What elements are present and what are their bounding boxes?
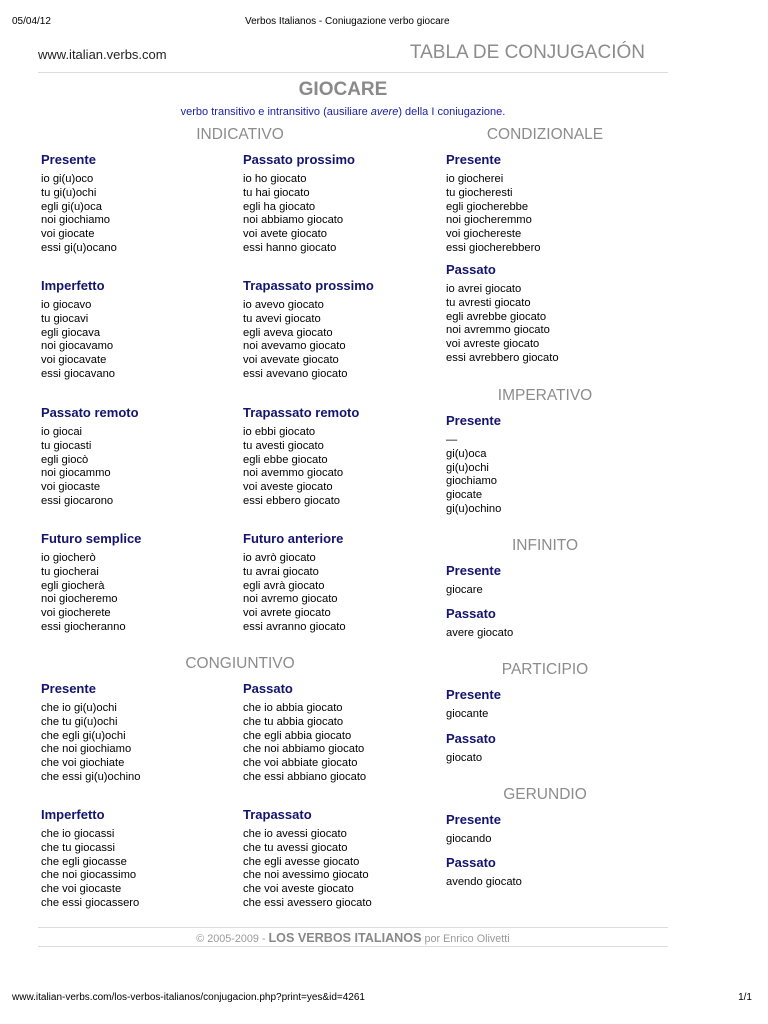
conjugation-list xyxy=(41,552,141,635)
conjugation-form: essi gi(u)ocano xyxy=(41,241,117,254)
conjugation-form: tu avresti giocato xyxy=(446,296,531,309)
conjugation-form: essi giocheranno xyxy=(41,620,126,633)
page-heading: TABLA DE CONJUGACIÓN xyxy=(409,42,645,63)
mood-heading-congiuntivo: CONGIUNTIVO xyxy=(185,655,295,672)
tense-infinito-passato xyxy=(446,604,513,641)
conjugation-form: noi abbiamo giocato xyxy=(243,214,344,227)
conjugation-form: egli giocava xyxy=(41,326,101,339)
tense-indicativo-passato-prossimo xyxy=(243,150,355,256)
tense-indicativo-presente xyxy=(41,150,117,256)
conjugation-list xyxy=(243,299,374,382)
conjugation-form: tu giocasti xyxy=(41,439,92,452)
tense-condizionale-passato xyxy=(446,260,559,366)
tense-label: Imperfetto xyxy=(41,807,105,822)
tense-infinito-presente xyxy=(446,561,501,598)
verb-title: GIOCARE xyxy=(298,79,388,100)
conjugation-form: che io giocassi xyxy=(41,828,115,840)
conjugation-form: che tu avessi giocato xyxy=(243,841,348,854)
tense-label: Trapassato xyxy=(243,807,312,822)
conjugation-form: tu avevi giocato xyxy=(243,312,321,325)
conjugation-list xyxy=(243,426,359,509)
tense-congiuntivo-imperfetto xyxy=(41,805,139,911)
conjugation-form: voi avreste giocato xyxy=(446,338,540,351)
tense-condizionale-presente xyxy=(446,150,541,256)
conjugation-form: egli giocherebbe xyxy=(446,200,529,213)
conjugation-form: che voi giochiate xyxy=(41,757,125,770)
conjugation-form: io ho giocato xyxy=(243,173,307,185)
tense-indicativo-trapassato-remoto xyxy=(243,403,359,509)
conjugation-list xyxy=(446,584,501,598)
conjugation-form: noi giocavamo xyxy=(41,340,114,353)
tense-indicativo-trapassato-prossimo xyxy=(243,276,374,382)
conjugation-list xyxy=(243,552,346,635)
tense-label: Passato xyxy=(446,731,496,746)
conjugation-form: io avrei giocato xyxy=(446,283,522,295)
conjugation-form: egli ebbe giocato xyxy=(243,453,328,466)
footer-divider-bottom xyxy=(38,946,668,947)
tense-imperativo-presente xyxy=(446,411,501,517)
conjugation-form: io avrò giocato xyxy=(243,552,316,564)
conjugation-form: noi avremo giocato xyxy=(243,593,338,606)
conjugation-list xyxy=(243,828,372,911)
conjugation-form: giocate xyxy=(446,489,483,502)
verb-description-text: verbo transitivo e intransitivo (ausiliare xyxy=(180,106,371,118)
tense-congiuntivo-trapassato xyxy=(243,805,372,911)
conjugation-list xyxy=(446,434,501,517)
tense-label: Presente xyxy=(446,413,501,428)
conjugation-form: tu giocheresti xyxy=(446,186,513,199)
conjugation-form: io giocherò xyxy=(41,552,96,564)
conjugation-form: egli giocherà xyxy=(41,579,105,592)
footer-divider-top xyxy=(38,927,668,928)
tense-label: Presente xyxy=(446,687,501,702)
conjugation-form: giocato xyxy=(446,752,483,764)
site-footer xyxy=(38,930,668,947)
tense-label: Presente xyxy=(446,152,501,167)
conjugation-list xyxy=(446,752,496,766)
tense-label: Futuro semplice xyxy=(41,531,142,546)
conjugation-form: tu giocherai xyxy=(41,565,99,578)
conjugation-form: che noi avessimo giocato xyxy=(243,869,369,882)
conjugation-form: egli giocò xyxy=(41,453,89,466)
mood-heading-indicativo: INDICATIVO xyxy=(196,126,284,143)
conjugation-form: essi avevano giocato xyxy=(243,367,348,380)
mood-heading-imperativo: IMPERATIVO xyxy=(497,387,593,404)
conjugation-form: voi giocavate xyxy=(41,354,107,367)
conjugation-form: essi giocarono xyxy=(41,494,114,507)
conjugation-form: io avevo giocato xyxy=(243,299,324,311)
header-divider xyxy=(38,72,668,73)
conjugation-form: avere giocato xyxy=(446,627,514,639)
footer-brand-link[interactable]: LOS VERBOS ITALIANOS xyxy=(268,931,422,945)
site-url-link[interactable]: www.italian.verbs.com xyxy=(38,47,167,62)
footer-copyright: © 2005-2009 - xyxy=(196,933,269,945)
conjugation-form: giocare xyxy=(446,584,483,596)
tense-indicativo-futuro-semplice xyxy=(41,529,141,635)
conjugation-form: egli avrebbe giocato xyxy=(446,310,547,323)
conjugation-list xyxy=(446,283,559,366)
conjugation-list xyxy=(41,299,115,382)
conjugation-form: essi avranno giocato xyxy=(243,620,346,633)
conjugation-form: che noi giochiamo xyxy=(41,743,132,756)
conjugation-list xyxy=(41,173,117,256)
conjugation-form: essi avrebbero giocato xyxy=(446,351,559,364)
tense-gerundio-passato xyxy=(446,853,522,890)
tense-label: Passato xyxy=(446,262,496,277)
print-document-title: Verbos Italianos - Coniugazione verbo giocare xyxy=(245,16,450,27)
tense-label: Presente xyxy=(41,152,96,167)
conjugation-form: tu avrai giocato xyxy=(243,565,319,578)
conjugation-form: tu avesti giocato xyxy=(243,439,324,452)
tense-gerundio-presente xyxy=(446,810,501,847)
tense-label: Passato remoto xyxy=(41,405,139,420)
footer-author: por Enrico Olivetti xyxy=(421,933,510,945)
conjugation-form: giochiamo xyxy=(446,475,497,488)
conjugation-form: tu gi(u)ochi xyxy=(41,186,97,199)
conjugation-form: che egli gi(u)ochi xyxy=(41,729,126,742)
conjugation-form: voi avete giocato xyxy=(243,228,327,241)
conjugation-list xyxy=(41,702,141,785)
mood-heading-participio: PARTICIPIO xyxy=(501,661,589,678)
verb-description xyxy=(38,104,648,120)
tense-label: Presente xyxy=(41,681,96,696)
conjugation-form: voi avrete giocato xyxy=(243,607,331,620)
conjugation-form: che noi giocassimo xyxy=(41,869,137,882)
conjugation-form: voi giocherete xyxy=(41,607,111,620)
auxiliary-verb: avere xyxy=(370,106,399,118)
conjugation-form: giocando xyxy=(446,833,492,845)
conjugation-list xyxy=(446,833,501,847)
tense-label: Passato xyxy=(243,681,293,696)
conjugation-form: giocante xyxy=(446,708,489,720)
tense-indicativo-imperfetto xyxy=(41,276,115,382)
conjugation-list xyxy=(41,828,139,911)
conjugation-form: noi avemmo giocato xyxy=(243,467,344,480)
conjugation-form: voi aveste giocato xyxy=(243,481,333,494)
conjugation-form: che noi abbiamo giocato xyxy=(243,743,365,756)
conjugation-form: egli aveva giocato xyxy=(243,326,333,339)
conjugation-form: che tu giocassi xyxy=(41,841,116,854)
tense-label: Presente xyxy=(446,563,501,578)
tense-label: Imperfetto xyxy=(41,278,105,293)
conjugation-form: io giocavo xyxy=(41,299,92,311)
conjugation-form: avendo giocato xyxy=(446,876,522,888)
conjugation-form: gi(u)ochino xyxy=(446,502,502,515)
conjugation-form: tu hai giocato xyxy=(243,186,310,199)
conjugation-list xyxy=(446,876,522,890)
print-page-number: 1/1 xyxy=(738,992,752,1003)
tense-participio-presente xyxy=(446,685,501,722)
conjugation-form: che io gi(u)ochi xyxy=(41,702,117,714)
conjugation-form: essi giocherebbero xyxy=(446,241,541,254)
conjugation-form: gi(u)ochi xyxy=(446,461,489,474)
tense-congiuntivo-presente xyxy=(41,679,141,785)
conjugation-form: voi giocaste xyxy=(41,481,101,494)
conjugation-form: noi giocheremmo xyxy=(446,214,532,227)
conjugation-form: io giocherei xyxy=(446,173,504,185)
tense-indicativo-passato-remoto xyxy=(41,403,139,509)
conjugation-list xyxy=(243,702,366,785)
print-date: 05/04/12 xyxy=(12,16,51,27)
conjugation-form: io ebbi giocato xyxy=(243,426,316,438)
conjugation-form: voi giochereste xyxy=(446,228,522,241)
conjugation-list xyxy=(446,173,541,256)
conjugation-form: noi avevamo giocato xyxy=(243,340,346,353)
tense-label: Trapassato prossimo xyxy=(243,278,374,293)
conjugation-form: noi giochiamo xyxy=(41,214,111,227)
conjugation-form: che egli abbia giocato xyxy=(243,729,352,742)
conjugation-list xyxy=(446,627,513,641)
tense-indicativo-futuro-anteriore xyxy=(243,529,346,635)
conjugation-form: che voi giocaste xyxy=(41,883,122,896)
conjugation-form: gi(u)oca xyxy=(446,447,487,460)
conjugation-form: che voi aveste giocato xyxy=(243,883,354,896)
verb-description-text: ) della I coniugazione. xyxy=(398,106,506,118)
conjugation-form: noi giocheremo xyxy=(41,593,118,606)
tense-label: Trapassato remoto xyxy=(243,405,360,420)
tense-label: Passato prossimo xyxy=(243,152,355,167)
conjugation-form: — xyxy=(446,434,458,446)
conjugation-list xyxy=(41,426,139,509)
conjugation-form: egli avrà giocato xyxy=(243,579,325,592)
tense-label: Passato xyxy=(446,855,496,870)
conjugation-form: essi hanno giocato xyxy=(243,241,337,254)
conjugation-form: io giocai xyxy=(41,426,83,438)
conjugation-form: che tu abbia giocato xyxy=(243,715,344,728)
conjugation-form: che egli avesse giocato xyxy=(243,855,360,868)
conjugation-form: noi avremmo giocato xyxy=(446,324,550,337)
conjugation-form: voi avevate giocato xyxy=(243,354,339,367)
conjugation-form: che egli giocasse xyxy=(41,855,127,868)
conjugation-form: che voi abbiate giocato xyxy=(243,757,358,770)
conjugation-form: io gi(u)oco xyxy=(41,173,94,185)
conjugation-form: essi giocavano xyxy=(41,367,116,380)
conjugation-form: che essi giocassero xyxy=(41,896,140,909)
print-page-url: www.italian-verbs.com/los-verbos-italianos/conjugacion.php?print=yes&id=4261 xyxy=(12,992,365,1003)
tense-label: Presente xyxy=(446,812,501,827)
mood-heading-gerundio: GERUNDIO xyxy=(503,786,587,803)
mood-heading-infinito: INFINITO xyxy=(511,537,579,554)
conjugation-form: che essi avessero giocato xyxy=(243,896,372,909)
conjugation-form: noi giocammo xyxy=(41,467,111,480)
conjugation-form: voi giocate xyxy=(41,228,95,241)
conjugation-list xyxy=(446,708,501,722)
tense-congiuntivo-passato xyxy=(243,679,366,785)
tense-label: Futuro anteriore xyxy=(243,531,344,546)
conjugation-form: che io avessi giocato xyxy=(243,828,347,840)
conjugation-form: tu giocavi xyxy=(41,312,89,325)
conjugation-form: egli ha giocato xyxy=(243,200,316,213)
conjugation-form: che tu gi(u)ochi xyxy=(41,715,118,728)
conjugation-list xyxy=(243,173,355,256)
conjugation-form: che essi abbiano giocato xyxy=(243,770,367,783)
conjugation-form: egli gi(u)oca xyxy=(41,200,102,213)
tense-label: Passato xyxy=(446,606,496,621)
mood-heading-condizionale: CONDIZIONALE xyxy=(486,126,604,143)
conjugation-form: che io abbia giocato xyxy=(243,702,343,714)
conjugation-form: che essi gi(u)ochino xyxy=(41,770,141,783)
tense-participio-passato xyxy=(446,729,496,766)
conjugation-form: essi ebbero giocato xyxy=(243,494,341,507)
